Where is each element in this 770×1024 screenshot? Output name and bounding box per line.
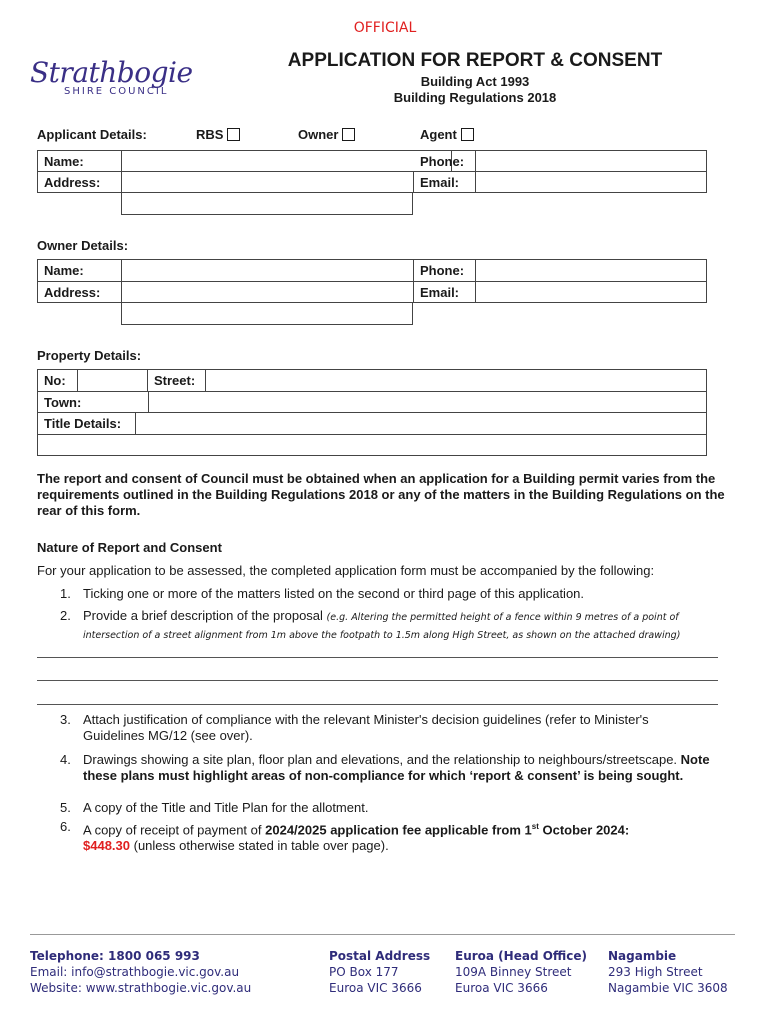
logo-wordmark: Strathbogie [30,56,193,89]
owner-option[interactable] [298,127,355,142]
postal-line-1: PO Box 177 [329,965,399,979]
nagambie-line-2: Nagambie VIC 3608 [608,981,728,995]
item6-fee-period: 2024/2025 application fee applicable from 1 [265,822,532,838]
description-line-3[interactable] [37,704,718,705]
nature-intro: For your application to be assessed, the completed application form must be accompanied by the following: [37,563,655,578]
owner-address-field[interactable] [122,282,414,303]
requirement-item-3: Attach justification of compliance with the relevant Minister's decision guidelines (refer to Minister's Guidelines MG/12 (see over). [83,712,649,743]
property-street-label: Street: [148,370,206,392]
item4-text: Drawings showing a site plan, floor plan and elevations, and the relationship to neighbours/streetscape. [83,752,678,767]
item6-tail: (unless otherwise stated in table over page). [133,838,389,854]
footer-contact [30,948,251,996]
nature-heading: Nature of Report and Consent [37,540,222,555]
property-street-field[interactable] [206,370,706,392]
list-number-2: 2. [60,608,71,623]
owner-email-field[interactable] [476,282,706,303]
property-no-label: No: [38,370,78,392]
footer-telephone[interactable]: Telephone: 1800 065 993 [30,949,200,963]
applicant-phone-field[interactable] [476,151,706,172]
list-number-5: 5. [60,800,71,815]
euroa-line-1: 109A Binney Street [455,965,572,979]
applicant-address-label: Address: [38,172,122,193]
footer-euroa-office [455,948,587,996]
item6-superscript: st [531,822,539,831]
document-subtitle-regulations: Building Regulations 2018 [393,90,557,105]
owner-phone-field[interactable] [476,260,706,282]
description-line-1[interactable] [37,657,718,658]
applicant-heading: Applicant Details: [37,127,147,142]
item2-example-note: (e.g. Altering the permitted height of a fence within 9 metres of a point of intersection of a street alignment from 1m above the footpath to 1.5m along High Street, as shown on the attached drawing) [83,612,681,641]
item6-text: A copy of receipt of payment of [83,822,262,838]
owner-name-label: Name: [38,260,122,282]
owner-phone-label: Phone: [414,260,476,282]
footer-nagambie-office [608,948,728,996]
item6-fee-date: October 2024: [542,822,630,838]
list-number-3: 3. [60,712,71,727]
applicant-phone-label: Phone: [414,151,476,172]
owner-details-table [37,259,707,303]
requirement-item-1: Ticking one or more of the matters listed on the second or third page of this application. [83,586,585,601]
description-line-2[interactable] [37,680,718,681]
requirement-item-2 [83,608,723,644]
postal-heading: Postal Address [329,949,431,963]
footer-divider [30,934,735,935]
owner-label: Owner [298,127,339,142]
list-number-6: 6. [60,819,71,834]
property-title-field[interactable] [136,413,706,435]
footer-postal [329,948,430,996]
applicant-name-field[interactable] [122,151,452,172]
applicant-details-table [37,150,707,193]
nagambie-line-1: 293 High Street [608,965,703,979]
report-consent-notice: The report and consent of Council must be obtained when an application for a Building permit varies from the requirements outlined in the Building Regulations 2018 or any of the matters in the Building Regulations on the rear of this form. [37,471,725,518]
document-title: APPLICATION FOR REPORT & CONSENT [287,50,663,71]
euroa-line-2: Euroa VIC 3666 [455,981,548,995]
logo-subtitle: SHIRE COUNCIL [64,86,169,97]
list-number-4: 4. [60,752,71,767]
owner-email-label: Email: [414,282,476,303]
owner-address-line2[interactable] [121,302,413,325]
item4-highlight: Note these plans must highlight areas of non-compliance for which ‘report & consent’ is being sought. [83,752,710,783]
item2-text: Provide a brief description of the proposal [83,608,323,623]
property-town-label: Town: [38,392,148,413]
classification-label: OFFICIAL [353,20,417,36]
owner-name-field[interactable] [122,260,414,282]
applicant-name-label: Name: [38,151,122,172]
property-details-table [37,369,707,456]
footer-website[interactable]: Website: www.strathbogie.vic.gov.au [30,981,252,995]
agent-label: Agent [420,127,457,142]
applicant-email-label: Email: [414,172,476,193]
requirement-item-6 [83,819,713,854]
applicant-address-line2[interactable] [121,192,413,215]
requirement-item-5: A copy of the Title and Title Plan for the allotment. [83,800,369,815]
agent-checkbox[interactable] [461,128,474,141]
owner-address-label: Address: [38,282,122,303]
postal-line-2: Euroa VIC 3666 [329,981,422,995]
property-title-label: Title Details: [38,413,136,435]
rbs-checkbox[interactable] [227,128,240,141]
list-number-1: 1. [60,586,71,601]
agent-option[interactable] [420,127,474,142]
owner-checkbox[interactable] [342,128,355,141]
rbs-label: RBS [196,127,224,142]
property-heading: Property Details: [37,348,142,363]
footer-email[interactable]: Email: info@strathbogie.vic.gov.au [30,965,240,979]
applicant-email-field[interactable] [476,172,706,193]
nagambie-heading: Nagambie [608,949,677,963]
document-subtitle-act: Building Act 1993 [420,74,530,89]
owner-heading: Owner Details: [37,238,129,253]
council-logo [30,58,200,108]
rbs-option[interactable] [196,127,240,142]
application-fee-amount: $448.30 [83,838,130,854]
euroa-heading: Euroa (Head Office) [455,949,588,963]
property-extra-field[interactable] [38,435,706,456]
property-no-field[interactable] [78,370,148,392]
requirement-item-4 [83,752,713,784]
property-town-field[interactable] [148,392,706,413]
applicant-address-field[interactable] [122,172,414,193]
